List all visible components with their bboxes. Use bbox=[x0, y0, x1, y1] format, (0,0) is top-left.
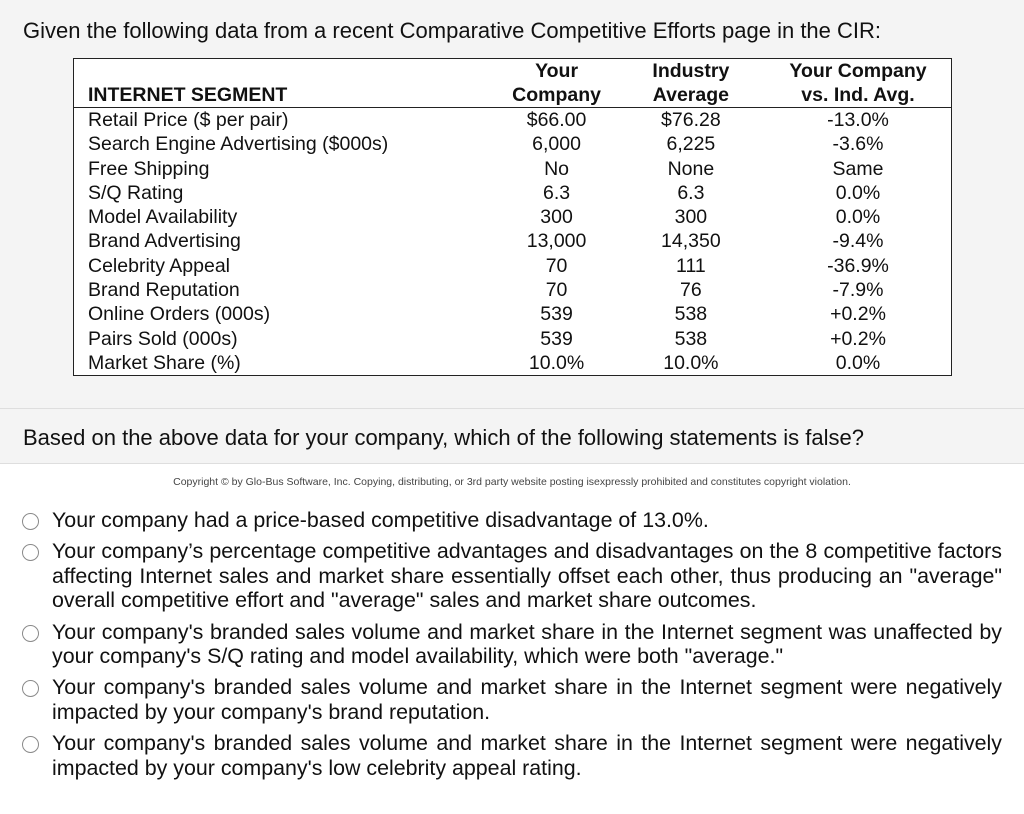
cell-industry-average: 6,225 bbox=[666, 133, 716, 156]
table-row bbox=[74, 254, 952, 278]
row-label: Brand Reputation bbox=[88, 279, 240, 302]
cell-vs-industry: -13.0% bbox=[827, 109, 889, 131]
header-vs-industry: Your Company vs. Ind. Avg. bbox=[789, 60, 927, 106]
cell-industry-average: $76.28 bbox=[661, 109, 721, 131]
cell-your-company: 6.3 bbox=[543, 181, 571, 204]
table-row bbox=[74, 327, 952, 351]
cell-vs-industry: -3.6% bbox=[832, 133, 884, 156]
row-label: Pairs Sold (000s) bbox=[88, 327, 238, 350]
copyright-notice: Copyright © by Glo-Bus Software, Inc. Copying, distributing, or 3rd party website posting isexpressly prohibited and constitutes copyright violation. bbox=[173, 476, 851, 488]
answer-option-5[interactable] bbox=[22, 731, 1002, 780]
cell-industry-average: 76 bbox=[680, 279, 702, 302]
cell-your-company: 10.0% bbox=[528, 351, 585, 374]
cell-industry-average: 10.0% bbox=[663, 351, 719, 374]
cell-your-company: 70 bbox=[545, 254, 568, 277]
table-row bbox=[74, 157, 952, 181]
question-bar bbox=[0, 409, 1024, 464]
row-label: S/Q Rating bbox=[88, 181, 184, 204]
cell-industry-average: 300 bbox=[674, 206, 708, 229]
cell-your-company: 6,000 bbox=[532, 133, 581, 156]
answer-option-3[interactable] bbox=[22, 620, 1002, 669]
table-row bbox=[74, 181, 952, 205]
answer-options bbox=[22, 508, 1002, 787]
table-row bbox=[74, 351, 952, 376]
cell-industry-average: 538 bbox=[674, 327, 708, 350]
row-label: Retail Price ($ per pair) bbox=[88, 109, 289, 131]
cell-vs-industry: 0.0% bbox=[835, 181, 881, 204]
answer-option-1[interactable] bbox=[22, 508, 1002, 532]
row-label: Model Availability bbox=[88, 206, 238, 229]
answer-option-text: Your company's branded sales volume and market share in the Internet segment were negatively impacted by your company's low celebrity appeal rating. bbox=[52, 731, 1002, 780]
radio-button[interactable] bbox=[22, 513, 39, 530]
table-row bbox=[74, 302, 952, 326]
radio-button[interactable] bbox=[22, 680, 39, 697]
answer-option-4[interactable] bbox=[22, 675, 1002, 724]
cell-vs-industry: +0.2% bbox=[830, 327, 886, 350]
header-your-company: Your Company bbox=[512, 60, 601, 106]
answer-option-text: Your company's branded sales volume and market share in the Internet segment were negatively impacted by your company's brand reputation. bbox=[52, 675, 1002, 724]
row-label: Online Orders (000s) bbox=[88, 303, 271, 326]
answer-option-text: Your company's branded sales volume and market share in the Internet segment was unaffected by your company's S/Q rating and model availability, which were both "average." bbox=[52, 619, 1002, 669]
table-row bbox=[74, 229, 952, 253]
cell-vs-industry: 0.0% bbox=[835, 351, 881, 374]
comparative-efforts-table bbox=[73, 58, 952, 376]
cell-industry-average: 6.3 bbox=[677, 181, 705, 204]
row-label: Free Shipping bbox=[88, 157, 210, 180]
row-label: Search Engine Advertising ($000s) bbox=[88, 133, 389, 156]
cell-your-company: 539 bbox=[540, 303, 573, 326]
cell-your-company: 13,000 bbox=[526, 230, 587, 253]
cell-your-company: $66.00 bbox=[526, 109, 587, 131]
cell-vs-industry: -7.9% bbox=[832, 279, 884, 302]
cell-your-company: 300 bbox=[540, 206, 573, 229]
radio-button[interactable] bbox=[22, 736, 39, 753]
row-label: Market Share (%) bbox=[88, 351, 241, 374]
cell-industry-average: 14,350 bbox=[661, 230, 721, 253]
cell-industry-average: 111 bbox=[676, 254, 706, 277]
header-segment: INTERNET SEGMENT bbox=[88, 84, 288, 106]
radio-button[interactable] bbox=[22, 544, 39, 561]
cell-industry-average: 538 bbox=[674, 303, 708, 326]
answer-option-text: Your company had a price-based competitive disadvantage of 13.0%. bbox=[52, 508, 709, 532]
header-industry-average: Industry Average bbox=[652, 60, 730, 106]
cell-vs-industry: -9.4% bbox=[832, 230, 884, 253]
answer-option-2[interactable] bbox=[22, 539, 1002, 612]
row-label: Celebrity Appeal bbox=[88, 254, 231, 277]
cell-vs-industry: 0.0% bbox=[835, 206, 881, 229]
table-row bbox=[74, 205, 952, 229]
table-row bbox=[74, 108, 952, 133]
cell-your-company: No bbox=[544, 157, 570, 180]
cell-vs-industry: Same bbox=[832, 157, 884, 180]
table-row bbox=[74, 278, 952, 302]
question-prompt: Given the following data from a recent Comparative Competitive Efforts page in the CIR: bbox=[23, 18, 882, 43]
cell-your-company: 70 bbox=[545, 279, 568, 302]
radio-button[interactable] bbox=[22, 625, 39, 642]
question-text: Based on the above data for your company, which of the following statements is false? bbox=[23, 425, 864, 450]
cell-vs-industry: +0.2% bbox=[830, 303, 886, 326]
table-header-row bbox=[74, 59, 952, 108]
row-label: Brand Advertising bbox=[88, 230, 241, 253]
cell-your-company: 539 bbox=[540, 327, 573, 350]
cell-vs-industry: -36.9% bbox=[827, 254, 889, 277]
table-row bbox=[74, 132, 952, 156]
cell-industry-average: None bbox=[667, 157, 715, 180]
answer-option-text: Your company’s percentage competitive advantages and disadvantages on the 8 competitive factors affecting Internet sales and market share essentially offset each other, thus producing an "average" overall competitive effort and "average" sales and market share outcomes. bbox=[52, 539, 1002, 613]
